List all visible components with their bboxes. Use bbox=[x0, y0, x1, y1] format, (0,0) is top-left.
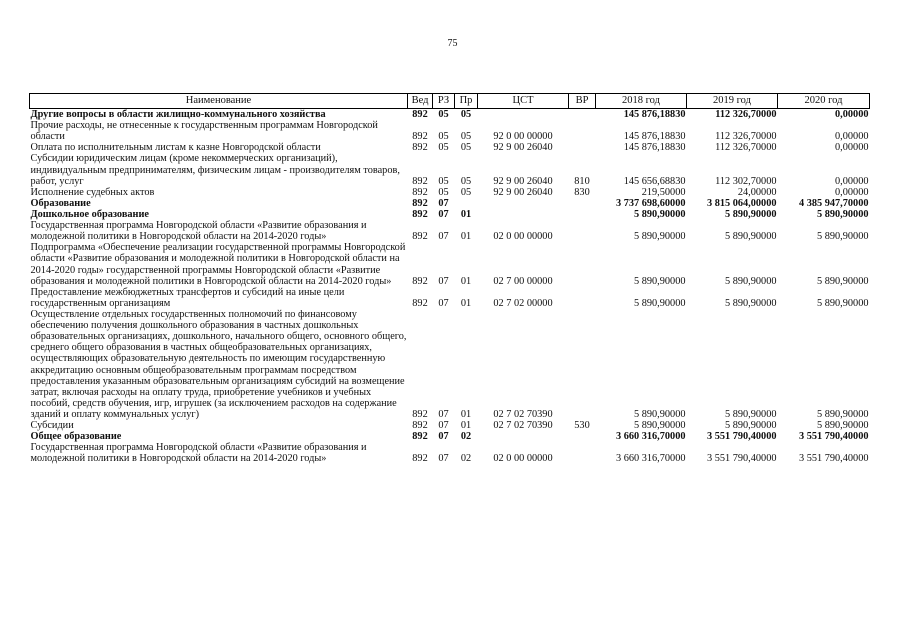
cell-2018: 5 890,90000 bbox=[634, 208, 686, 220]
cell-ved: 892 bbox=[412, 431, 428, 443]
cell-vr bbox=[569, 287, 596, 309]
cell-ved: 892 bbox=[412, 420, 428, 432]
cell-ved: 892 bbox=[412, 208, 428, 220]
cell-name: Субсидии bbox=[30, 420, 74, 432]
cell-cst: 92 9 00 26040 bbox=[493, 175, 553, 187]
cell-rz: 07 bbox=[438, 275, 449, 287]
header-rz: РЗ bbox=[433, 94, 455, 109]
cell-name: Государственная программа Новгородской области «Развитие образования и молодежной политики в Новгородской области на 2014-2020 годы» bbox=[30, 442, 367, 465]
cell-2020: 3 551 790,40000 bbox=[798, 431, 869, 443]
cell-cst bbox=[478, 209, 569, 220]
cell-cst: 92 0 00 00000 bbox=[493, 131, 553, 143]
cell-vr bbox=[569, 120, 596, 142]
cell-rz: 07 bbox=[438, 420, 449, 432]
table-row bbox=[30, 198, 870, 209]
budget-table bbox=[29, 93, 870, 465]
cell-name: Государственная программа Новгородской области «Развитие образования и молодежной политики в Новгородской области на 2014-2020 годы» bbox=[30, 220, 367, 243]
cell-name: Образование bbox=[30, 197, 91, 209]
cell-2020: 5 890,90000 bbox=[817, 297, 869, 309]
cell-vr bbox=[569, 142, 596, 153]
cell-name: Подпрограмма «Обеспечение реализации государственной программы Новгородской области «Развитие образования и молодежной политики в Новгородской области на 2014-2020 годы» государственной программы Новгородской области «Развитие образования и молодежной политики в Новгородской области на 2014-2020 годы» bbox=[30, 242, 406, 287]
header-name: Наименование bbox=[30, 94, 408, 109]
cell-vr bbox=[569, 442, 596, 464]
table-row bbox=[30, 187, 870, 198]
cell-ved: 892 bbox=[412, 453, 428, 465]
table-row bbox=[30, 153, 870, 186]
cell-name: Оплата по исполнительным листам к казне Новгородской области bbox=[30, 142, 321, 154]
cell-2020: 0,00000 bbox=[835, 142, 869, 154]
cell-2018: 3 737 698,60000 bbox=[615, 197, 686, 209]
header-2020: 2020 год bbox=[778, 94, 870, 109]
cell-name: Прочие расходы, не отнесенные к государственным программам Новгородской области bbox=[30, 120, 378, 143]
cell-ved: 892 bbox=[412, 408, 428, 420]
cell-2020: 5 890,90000 bbox=[817, 408, 869, 420]
cell-cst: 02 7 00 00000 bbox=[493, 275, 553, 287]
cell-ved: 892 bbox=[412, 275, 428, 287]
cell-2020: 3 551 790,40000 bbox=[798, 453, 869, 465]
cell-2019: 3 551 790,40000 bbox=[706, 431, 777, 443]
cell-name: Другие вопросы в области жилищно-коммунального хозяйства bbox=[30, 109, 326, 120]
cell-2018: 145 876,18830 bbox=[623, 131, 686, 143]
cell-name: Дошкольное образование bbox=[30, 208, 149, 220]
cell-pr: 01 bbox=[460, 297, 472, 309]
cell-vr: 810 bbox=[574, 175, 590, 187]
cell-ved: 892 bbox=[412, 231, 428, 243]
cell-rz: 07 bbox=[438, 408, 449, 420]
cell-name: Исполнение судебных актов bbox=[30, 186, 155, 198]
cell-2018: 5 890,90000 bbox=[634, 231, 686, 243]
cell-cst: 02 0 00 00000 bbox=[493, 231, 553, 243]
cell-2020: 0,00000 bbox=[835, 186, 869, 198]
cell-cst bbox=[478, 109, 569, 121]
cell-vr bbox=[569, 209, 596, 220]
cell-2019: 5 890,90000 bbox=[725, 208, 777, 220]
cell-vr: 530 bbox=[574, 420, 590, 432]
cell-pr: 02 bbox=[460, 453, 472, 465]
cell-pr: 01 bbox=[460, 231, 472, 243]
cell-2018: 145 876,18830 bbox=[623, 109, 686, 120]
cell-2019: 112 302,70000 bbox=[715, 175, 777, 187]
cell-2018: 5 890,90000 bbox=[634, 297, 686, 309]
cell-rz: 05 bbox=[438, 109, 449, 120]
cell-2018: 219,50000 bbox=[641, 186, 686, 198]
cell-2019: 5 890,90000 bbox=[725, 408, 777, 420]
cell-ved: 892 bbox=[412, 175, 428, 187]
cell-ved: 892 bbox=[412, 297, 428, 309]
cell-cst: 02 7 02 70390 bbox=[493, 420, 553, 432]
cell-cst: 92 9 00 26040 bbox=[493, 186, 553, 198]
cell-2019: 24,00000 bbox=[737, 186, 777, 198]
cell-2019: 112 326,70000 bbox=[715, 142, 777, 154]
cell-rz: 05 bbox=[438, 142, 449, 154]
cell-2020: 5 890,90000 bbox=[817, 275, 869, 287]
cell-2020: 0,00000 bbox=[835, 109, 869, 120]
cell-vr: 830 bbox=[574, 186, 590, 198]
cell-pr: 05 bbox=[460, 186, 472, 198]
cell-pr bbox=[455, 198, 478, 209]
cell-name: Предоставление межбюджетных трансфертов и субсидий на иные цели государственным организациям bbox=[30, 286, 345, 309]
table-row bbox=[30, 287, 870, 309]
cell-2019: 3 815 064,00000 bbox=[706, 197, 777, 209]
cell-2018: 5 890,90000 bbox=[634, 408, 686, 420]
cell-pr: 05 bbox=[460, 142, 472, 154]
cell-vr bbox=[569, 242, 596, 286]
header-pr: Пр bbox=[455, 94, 478, 109]
cell-ved: 892 bbox=[412, 109, 428, 120]
cell-pr: 02 bbox=[460, 431, 472, 443]
cell-cst: 02 0 00 00000 bbox=[493, 453, 553, 465]
header-2018: 2018 год bbox=[596, 94, 687, 109]
cell-ved: 892 bbox=[412, 131, 428, 143]
cell-ved: 892 bbox=[412, 142, 428, 154]
header-ved: Вед bbox=[408, 94, 433, 109]
cell-cst: 02 7 02 70390 bbox=[493, 408, 553, 420]
table-row bbox=[30, 309, 870, 420]
cell-pr: 05 bbox=[460, 131, 472, 143]
cell-vr bbox=[569, 109, 596, 121]
cell-2018: 145 876,18830 bbox=[623, 142, 686, 154]
cell-2019: 112 326,70000 bbox=[715, 131, 777, 143]
cell-ved: 892 bbox=[412, 186, 428, 198]
table-row bbox=[30, 431, 870, 442]
cell-2018: 3 660 316,70000 bbox=[615, 453, 686, 465]
table-row bbox=[30, 142, 870, 153]
cell-2020: 0,00000 bbox=[835, 175, 869, 187]
cell-2020: 0,00000 bbox=[835, 131, 869, 143]
cell-2019: 5 890,90000 bbox=[725, 297, 777, 309]
cell-2019: 5 890,90000 bbox=[725, 231, 777, 243]
cell-rz: 05 bbox=[438, 175, 449, 187]
cell-cst: 02 7 02 00000 bbox=[493, 297, 553, 309]
header-vr: ВР bbox=[569, 94, 596, 109]
table-row bbox=[30, 109, 870, 121]
cell-vr bbox=[569, 309, 596, 420]
cell-pr: 05 bbox=[460, 175, 472, 187]
cell-vr bbox=[569, 431, 596, 442]
cell-rz: 07 bbox=[438, 197, 449, 209]
cell-2019: 112 326,70000 bbox=[715, 109, 777, 120]
cell-rz: 05 bbox=[438, 186, 449, 198]
cell-pr: 05 bbox=[460, 109, 472, 120]
cell-name: Общее образование bbox=[30, 431, 122, 443]
cell-rz: 07 bbox=[438, 431, 449, 443]
cell-2020: 4 385 947,70000 bbox=[798, 197, 869, 209]
cell-rz: 07 bbox=[438, 231, 449, 243]
cell-2020: 5 890,90000 bbox=[817, 208, 869, 220]
table-row bbox=[30, 120, 870, 142]
cell-2020: 5 890,90000 bbox=[817, 420, 869, 432]
table-header-row bbox=[30, 94, 870, 109]
cell-pr: 01 bbox=[460, 420, 472, 432]
cell-name: Субсидии юридическим лицам (кроме некоммерческих организаций), индивидуальным предпринимателям, физическим лицам - производителям товаров, работ, услуг bbox=[30, 153, 400, 187]
cell-2019: 5 890,90000 bbox=[725, 275, 777, 287]
table-row bbox=[30, 220, 870, 242]
cell-rz: 07 bbox=[438, 208, 449, 220]
cell-pr: 01 bbox=[460, 275, 472, 287]
cell-pr: 01 bbox=[460, 208, 472, 220]
cell-rz: 05 bbox=[438, 131, 449, 143]
cell-rz: 07 bbox=[438, 297, 449, 309]
header-2019: 2019 год bbox=[687, 94, 778, 109]
cell-2018: 5 890,90000 bbox=[634, 275, 686, 287]
cell-cst: 92 9 00 26040 bbox=[493, 142, 553, 154]
cell-2018: 145 656,68830 bbox=[623, 175, 686, 187]
table-row bbox=[30, 420, 870, 431]
cell-rz: 07 bbox=[438, 453, 449, 465]
page-number: 75 bbox=[447, 38, 458, 49]
cell-vr bbox=[569, 220, 596, 242]
cell-2019: 3 551 790,40000 bbox=[706, 453, 777, 465]
cell-cst bbox=[478, 198, 569, 209]
table-row bbox=[30, 242, 870, 286]
table-row bbox=[30, 442, 870, 464]
cell-2018: 3 660 316,70000 bbox=[615, 431, 686, 443]
cell-2020: 5 890,90000 bbox=[817, 231, 869, 243]
table-row bbox=[30, 209, 870, 220]
cell-cst bbox=[478, 431, 569, 442]
cell-name: Осуществление отдельных государственных полномочий по финансовому обеспечению получения дошкольного образования в частных дошкольных образовательных организациях, дошкольного, начального общего, основного общего, среднего общего образования в частных общеобразовательных организациях, осуществляющих образовательную деятельность по имеющим государственную аккредитацию основным общеобразовательным программам посредством предоставления указанным образовательным организациям субсидий на возмещение затрат, включая расходы на оплату труда, приобретение учебников и учебных пособий, средств обучения, игр, игрушек (за исключением расходов на содержание зданий и оплату коммунальных услуг) bbox=[30, 308, 407, 420]
cell-ved: 892 bbox=[412, 197, 428, 209]
cell-vr bbox=[569, 198, 596, 209]
cell-2019: 5 890,90000 bbox=[725, 420, 777, 432]
header-cst: ЦСТ bbox=[478, 94, 569, 109]
table-body bbox=[30, 109, 870, 465]
cell-pr: 01 bbox=[460, 408, 472, 420]
cell-2018: 5 890,90000 bbox=[634, 420, 686, 432]
